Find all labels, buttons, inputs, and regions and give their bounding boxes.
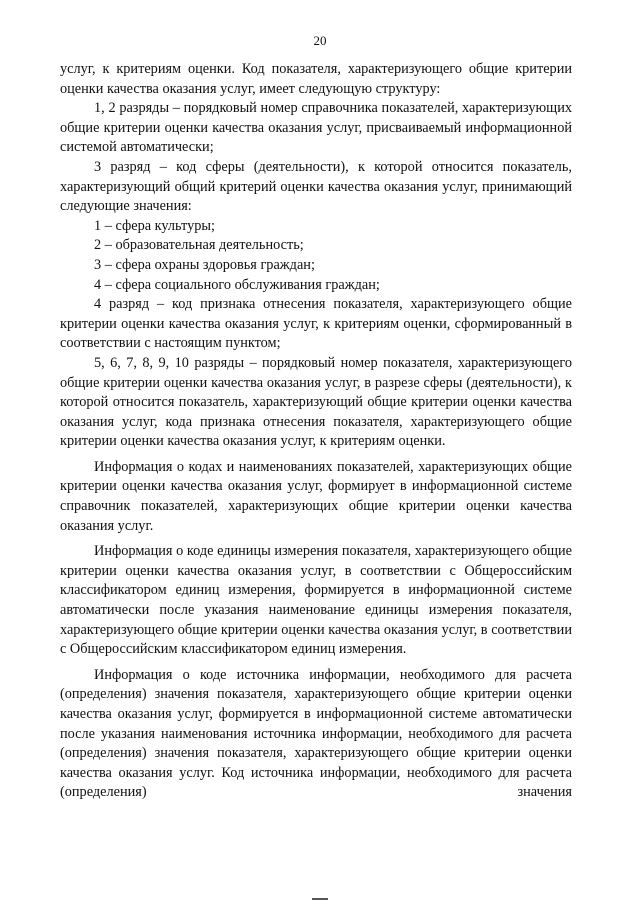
paragraph-digit-4: 4 разряд – код признака отнесения показателя, характеризующего общие критерии оценки качества оказания услуг, к критериям оценки, сформированный в соответствии с настоящим пунктом;: [60, 296, 572, 352]
list-item-sphere-education: 2 – образовательная деятельность;: [94, 237, 304, 254]
list-item-sphere-culture: 1 – сфера культуры;: [94, 217, 215, 234]
list-item-sphere-social: 4 – сфера социального обслуживания граждан;: [94, 276, 380, 293]
paragraph-source-code-info: Информация о коде источника информации, необходимого для расчета (определения) значения показателя, характеризующего общие критерии оценки качества оказания услуг, формируется в информационной системе автоматически после указания наименования источника информации, необходимого для расчета (определения) значения показателя, характеризующего общие критерии оценки качества оказания услуг. Код источника информации, необходимого для расчета (определения) значения: [60, 666, 572, 801]
paragraph-indicator-codes-info: Информация о кодах и наименованиях показателей, характеризующих общие критерии оценки качества оказания услуг, формирует в информационной системе справочник показателей, характеризующих общие критерии оценки качества оказания услуг.: [60, 458, 572, 534]
list-item-sphere-health: 3 – сфера охраны здоровья граждан;: [94, 256, 315, 273]
paragraph-digits-5-10: 5, 6, 7, 8, 9, 10 разряды – порядковый номер показателя, характеризующего общие критерии оценки качества оказания услуг, в разрезе сферы (деятельности), к которой относится показатель, характеризующий общие критерии оценки качества оказания услуг, кода признака отнесения показателя, характеризующего общие критерии оценки качества оказания услуг, к критериям оценки.: [60, 354, 572, 450]
paragraph-unit-code-info: Информация о коде единицы измерения показателя, характеризующего общие критерии оценки качества оказания услуг, в соответствии с Общероссийским классификатором единиц измерения, формируется в информационной системе автоматически после указания наименование единицы измерения показателя, характеризующего общие критерии оценки качества оказания услуг, в соответствии с Общероссийским классификатором единиц измерения.: [60, 543, 572, 658]
paragraph-digit-3: 3 разряд – код сферы (деятельности), к которой относится показатель, характеризующий общий критерий оценки качества оказания услуг, принимающий следующие значения:: [60, 158, 572, 215]
paragraph-structure-intro: услуг, к критериям оценки. Код показателя, характеризующего общие критерии оценки качества оказания услуг, имеет следующую структуру:: [60, 61, 572, 97]
document-body: [60, 60, 572, 803]
page-number: 20: [313, 33, 327, 48]
paragraph-digits-1-2: 1, 2 разряды – порядковый номер справочника показателей, характеризующих общие критерии оценки качества оказания услуг, присваиваемый информационной системой автоматически;: [60, 100, 572, 156]
scan-artifact: [312, 898, 328, 900]
